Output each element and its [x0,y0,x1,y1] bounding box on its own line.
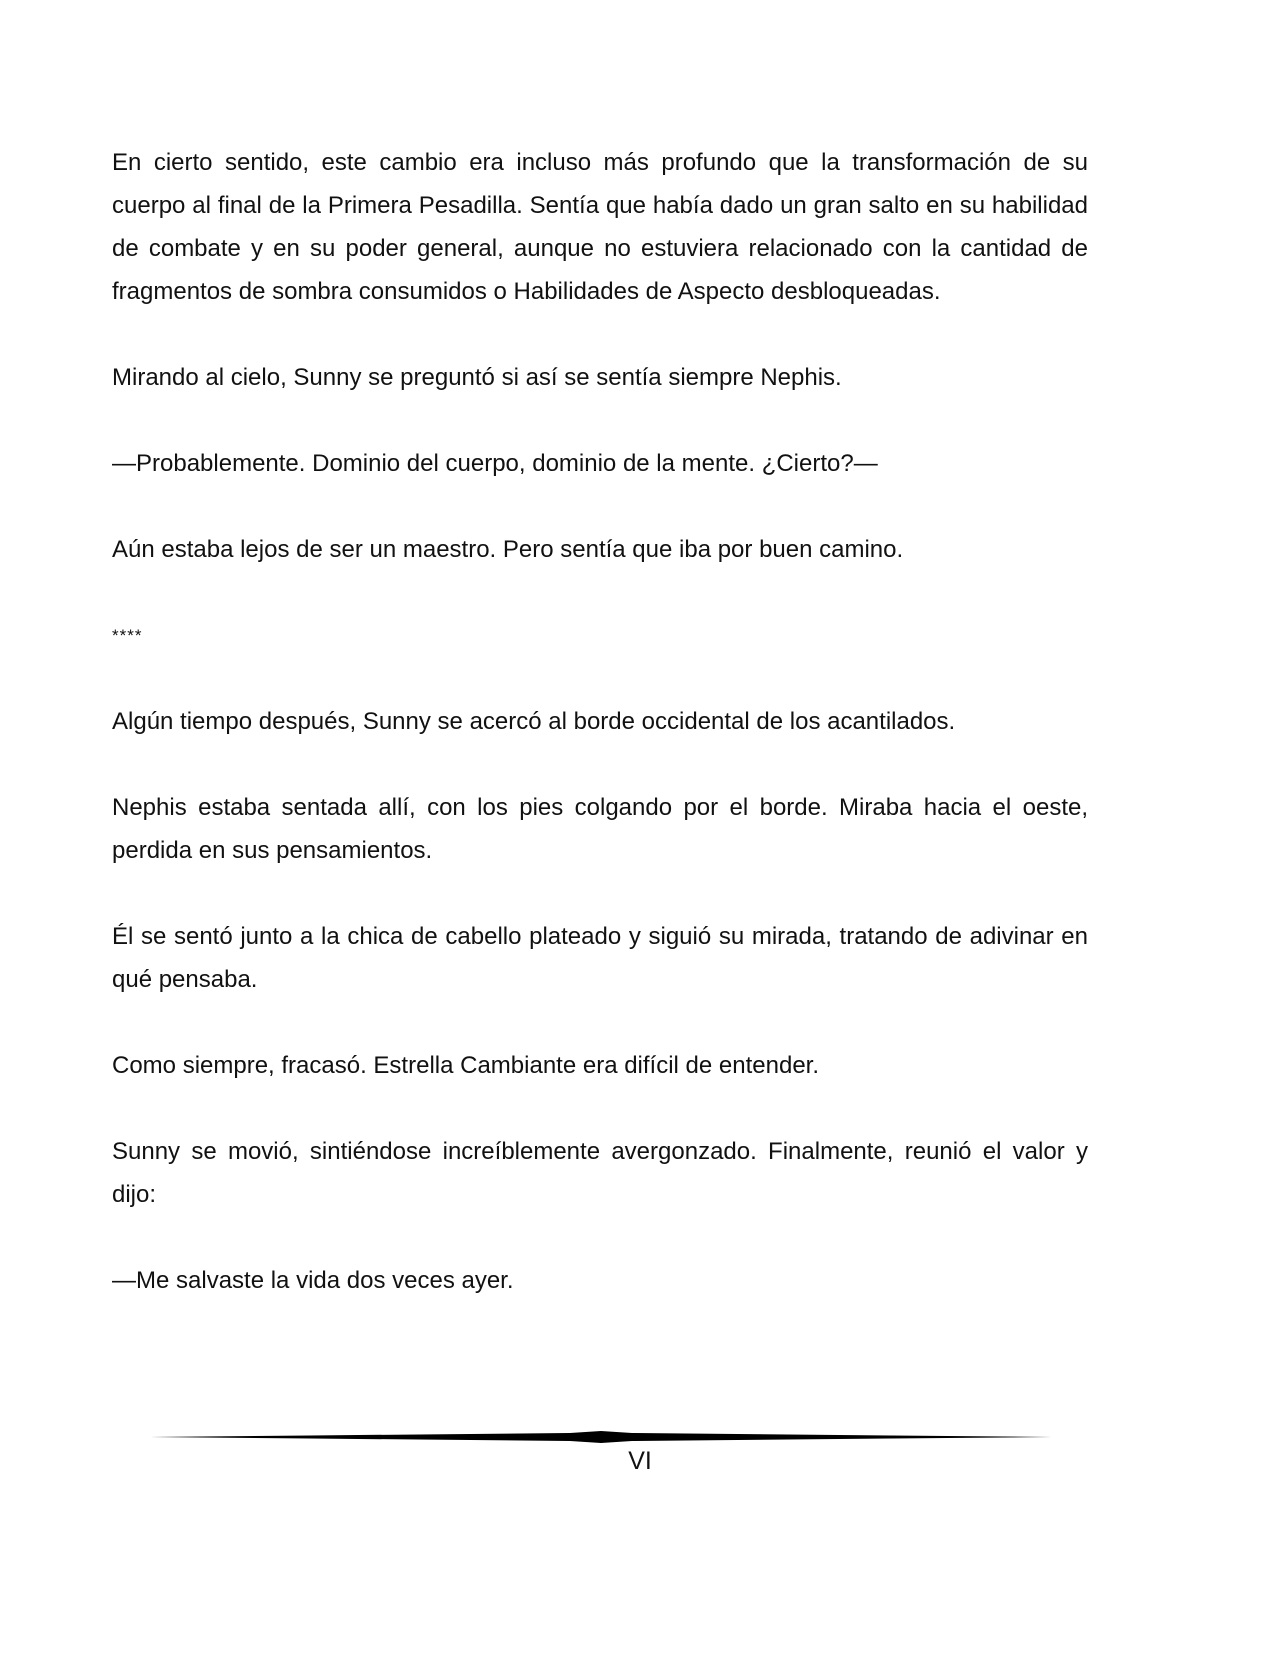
paragraph-3: —Probablemente. Dominio del cuerpo, dominio de la mente. ¿Cierto?— [112,450,878,477]
paragraph-10: —Me salvaste la vida dos veces ayer. [112,1267,514,1294]
paragraph-6: Nephis estaba sentada allí, con los pies colgando por el borde. Miraba hacia el oeste, perdida en sus pensamientos. [112,794,1088,864]
paragraph-7: Él se sentó junto a la chica de cabello plateado y siguió su mirada, tratando de adivinar en qué pensaba. [112,923,1088,993]
paragraph-1: En cierto sentido, este cambio era incluso más profundo que la transformación de su cuerpo al final de la Primera Pesadilla. Sentía que había dado un gran salto en su habilidad de combate y en su poder general, aunque no estuviera relacionado con la cantidad de fragmentos de sombra consumidos o Habilidades de Aspecto desbloqueadas. [112,149,1088,305]
paragraph-2: Mirando al cielo, Sunny se preguntó si así se sentía siempre Nephis. [112,364,842,391]
paragraph-8: Como siempre, fracasó. Estrella Cambiante era difícil de entender. [112,1052,820,1079]
page-body [112,141,1088,1302]
paragraph-5: Algún tiempo después, Sunny se acercó al borde occidental de los acantilados. [112,708,956,735]
paragraph-4: Aún estaba lejos de ser un maestro. Pero sentía que iba por buen camino. [112,536,904,563]
scene-break: **** [112,626,143,645]
footer-divider [150,1430,1052,1444]
page-number: VI [628,1447,652,1475]
paragraph-9: Sunny se movió, sintiéndose increíblemente avergonzado. Finalmente, reunió el valor y dijo: [112,1138,1088,1208]
